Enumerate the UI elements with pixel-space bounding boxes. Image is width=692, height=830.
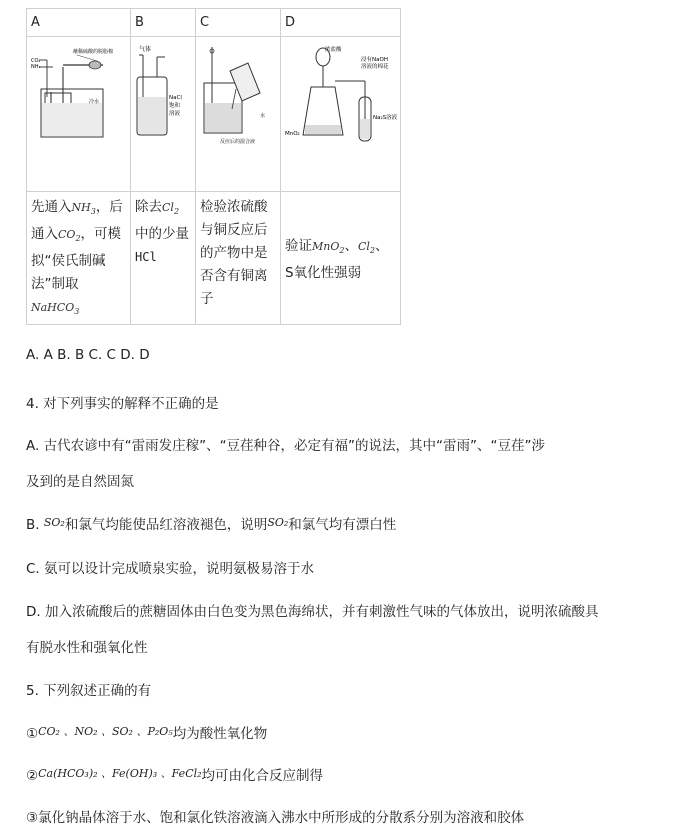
apparatus-diagram-d xyxy=(281,37,400,187)
text: 和氯气均有漂白性 xyxy=(288,517,397,533)
text: 验证 xyxy=(285,237,312,254)
formula-so2-2: SO₂ xyxy=(267,516,289,529)
text: HCl xyxy=(135,250,157,265)
apparatus-cell-a xyxy=(27,37,131,192)
text: ，后 xyxy=(95,199,123,215)
text: 3 xyxy=(74,307,80,317)
formula-co2 xyxy=(58,228,81,244)
text: 3 xyxy=(90,207,96,217)
text: 否含有铜离 xyxy=(200,268,268,284)
q5-statement-2 xyxy=(26,764,323,784)
question-3-table xyxy=(26,8,401,325)
q5-statement-1 xyxy=(26,722,267,742)
apparatus-cell-c xyxy=(196,37,281,192)
apparatus-cell-b xyxy=(131,37,196,192)
text: Cl xyxy=(357,239,370,253)
text: 子 xyxy=(200,291,214,307)
formula-oxides: CO₂ 、NO₂ 、SO₂ 、P₂O₅ xyxy=(38,725,173,738)
label-gas: 气体 xyxy=(139,46,152,53)
formula-mno2 xyxy=(312,240,344,253)
text: 、 xyxy=(375,237,389,254)
text: 2 xyxy=(75,234,81,244)
text: 拟“侯氏制碱 xyxy=(31,253,106,270)
label-naoh-soaked: 浸有NaOH xyxy=(361,57,388,63)
text: ② xyxy=(26,768,39,784)
text: 中的少量 xyxy=(135,226,189,243)
text: 与铜反应后 xyxy=(200,222,268,238)
header-cell-b: B xyxy=(131,9,196,37)
text: 的产物中是 xyxy=(200,245,268,261)
label-saturated: 饱和 xyxy=(169,103,181,109)
q5-statement-3: ③氯化钠晶体溶于水、饱和氯化铁溶液滴入沸水中所形成的分散系分别为溶液和胶体 xyxy=(26,810,525,826)
text: CO xyxy=(58,228,76,242)
q4-stem: 4. 对下列事实的解释不正确的是 xyxy=(26,396,219,412)
text: 2 xyxy=(173,207,180,217)
q4-option-a-line1: A. 古代农谚中有“雷雨发庄稼”、“豆荏种谷，必定有福”的说法，其中“雷雨”、“豆荏”涉 xyxy=(26,438,546,454)
text: 先通入 xyxy=(31,199,72,215)
label-co2: CO₂ xyxy=(31,58,41,64)
header-cell-d: D xyxy=(281,9,401,37)
text: ，可模 xyxy=(80,226,122,243)
text: 和氯气均能使品红溶液褪色，说明 xyxy=(64,517,268,533)
formula-so2: SO₂ xyxy=(43,516,65,529)
apparatus-cell-d xyxy=(281,37,401,192)
text: 均可由化合反应制得 xyxy=(201,768,324,784)
label-mixture: 反应后的混合液 xyxy=(220,139,256,145)
formula-cl2 xyxy=(162,201,180,217)
q4-option-b xyxy=(26,513,396,533)
text: 均为酸性氧化物 xyxy=(172,726,268,742)
formula-nh3 xyxy=(71,201,96,217)
label-cold-water: 冷水 xyxy=(89,99,100,105)
label-solution: 溶液 xyxy=(169,111,181,117)
text: Cl xyxy=(162,201,174,214)
label-nacl: NaCl xyxy=(169,95,182,101)
text: 2 xyxy=(339,245,345,255)
apparatus-diagram-a xyxy=(27,37,130,187)
text: 检验浓硫酸 xyxy=(200,199,268,215)
label-water: 水 xyxy=(260,113,266,119)
q4-option-a-line2: 及到的是自然固氮 xyxy=(26,474,134,490)
apparatus-diagram-c xyxy=(196,37,280,187)
text: NaHCO xyxy=(31,301,75,315)
text: 2 xyxy=(369,245,375,255)
text: B. xyxy=(26,517,44,533)
q4-option-d-line2: 有脱水性和强氧化性 xyxy=(26,640,148,656)
description-cell-d xyxy=(281,192,401,325)
q4-option-c: C. 氨可以设计完成喷泉实验，说明氨极易溶于水 xyxy=(26,561,315,577)
label-na2s: Na₂S溶液 xyxy=(373,115,398,121)
text: 、 xyxy=(344,237,358,254)
header-cell-a: A xyxy=(27,9,131,37)
text: 除去 xyxy=(135,199,162,215)
description-cell-c xyxy=(196,192,281,325)
label-nh3: NH₃ xyxy=(31,64,41,70)
label-cotton-d: 溶液的棉花 xyxy=(361,64,389,70)
label-mno2: MnO₂ xyxy=(285,131,300,137)
description-cell-a xyxy=(27,192,131,325)
text: NH xyxy=(71,201,91,214)
label-conc-hcl: 浓盐酸 xyxy=(325,47,342,53)
q4-option-d-line1: D. 加入浓硫酸后的蔗糖固体由白色变为黑色海绵状，并有刺激性气味的气体放出，说明浓硫酸具 xyxy=(26,604,599,620)
formula-nahco3 xyxy=(31,301,80,317)
header-cell-c: C xyxy=(196,9,281,37)
text: S氧化性强弱 xyxy=(285,264,362,281)
text: 法”制取 xyxy=(31,276,79,293)
apparatus-diagram-b xyxy=(131,37,195,187)
q5-stem: 5. 下列叙述正确的有 xyxy=(26,683,152,699)
formula-cl2-d xyxy=(358,240,375,253)
formula-compounds: Ca(HCO₃)₂ 、Fe(OH)₃ 、FeCl₂ xyxy=(38,767,202,780)
label-cotton: 蘸稀硫酸的脱脂棉 xyxy=(73,49,114,55)
description-cell-b xyxy=(131,192,196,325)
text: ① xyxy=(26,726,39,742)
text: MnO xyxy=(312,239,340,253)
text: 通入 xyxy=(31,226,58,243)
q3-options: A. A B. B C. C D. D xyxy=(26,347,150,363)
